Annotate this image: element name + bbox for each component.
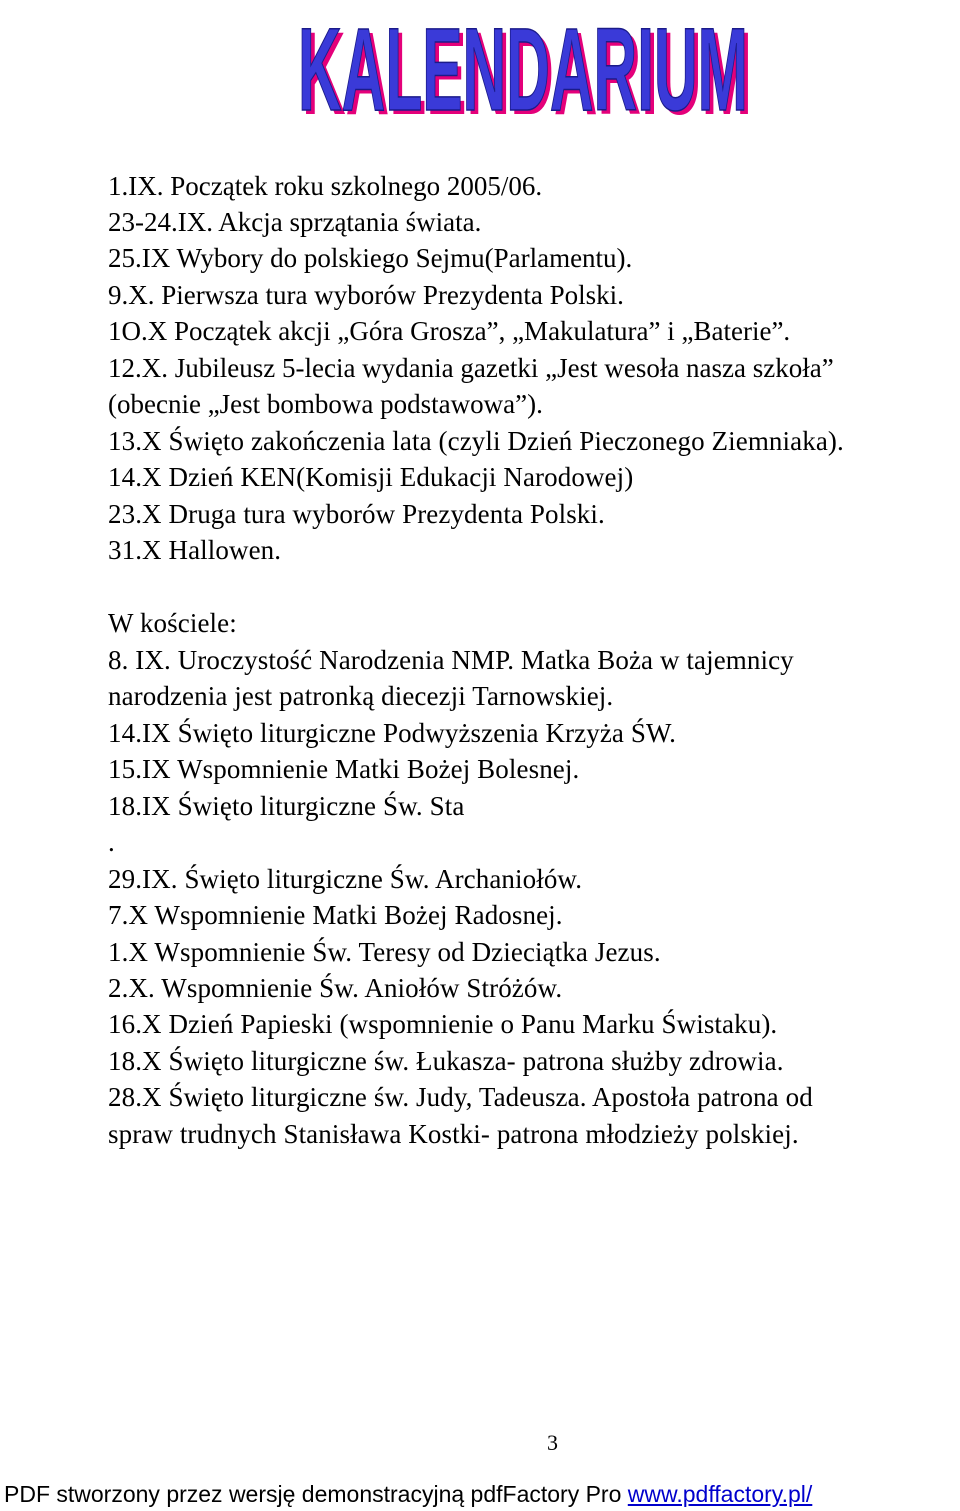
church-entry: 7.X Wspomnienie Matki Bożej Radosnej. [108,900,563,930]
calendar-entry: 23-24.IX. Akcja sprzątania świata. [108,207,482,237]
church-entry: 15.IX Wspomnienie Matki Bożej Bolesnej. [108,754,580,784]
church-entry: narodzenia jest patronką diecezji Tarnowskiej. [108,681,614,711]
calendar-entry: 9.X. Pierwsza tura wyborów Prezydenta Polski. [108,280,624,310]
title-text: KALENDARIUM [298,4,748,130]
church-entry: 16.X Dzień Papieski (wspomnienie o Panu Marku Świstaku). [108,1009,778,1039]
footer-text: PDF stworzony przez wersję demonstracyjną pdfFactory Pro [4,1481,628,1507]
footer-link[interactable]: www.pdffactory.pl/ [627,1481,813,1507]
title-shadow: KALENDARIUM [302,8,752,130]
church-entry: 28.X Święto liturgiczne św. Judy, Tadeusza. Apostoła patrona od [108,1082,813,1112]
church-entry: 18.IX Święto liturgiczne Św. Sta [108,791,465,821]
church-entry: 14.IX Święto liturgiczne Podwyższenia Krzyża ŚW. [108,718,676,748]
church-entry: 8. IX. Uroczystość Narodzenia NMP. Matka Boża w tajemnicy [108,645,794,675]
calendar-entry: (obecnie „Jest bombowa podstawowa”). [108,389,543,419]
church-entry: spraw trudnych Stanisława Kostki- patrona młodzieży polskiej. [108,1119,799,1149]
calendar-entry: 25.IX Wybory do polskiego Sejmu(Parlamentu). [108,243,633,273]
calendar-entry: 14.X Dzień KEN(Komisji Edukacji Narodowej) [108,462,634,492]
calendar-entry: 13.X Święto zakończenia lata (czyli Dzień Pieczonego Ziemniaka). [108,426,844,456]
church-entry: 2.X. Wspomnienie Św. Aniołów Stróżów. [108,973,563,1003]
church-entry: . [108,827,115,857]
calendar-entry: 31.X Hallowen. [108,535,282,565]
church-entry: 18.X Święto liturgiczne św. Łukasza- patrona służby zdrowia. [108,1046,784,1076]
calendar-entry: 23.X Druga tura wyborów Prezydenta Polski. [108,499,605,529]
section-heading-church: W kościele: [108,608,237,638]
church-entry: 29.IX. Święto liturgiczne Św. Archaniołów. [108,864,583,894]
calendar-entry: 1O.X Początek akcji „Góra Grosza”, „Makulatura” i „Baterie”. [108,316,791,346]
church-entry: 1.X Wspomnienie Św. Teresy od Dzieciątka Jezus. [108,937,661,967]
calendar-entry: 1.IX. Początek roku szkolnego 2005/06. [108,171,543,201]
pdf-footer [4,1479,812,1509]
calendar-entry: 12.X. Jubileusz 5-lecia wydania gazetki „Jest wesoła nasza szkoła” [108,353,834,383]
kalendarium-wordart-title [290,2,760,130]
page-number: 3 [547,1430,558,1455]
